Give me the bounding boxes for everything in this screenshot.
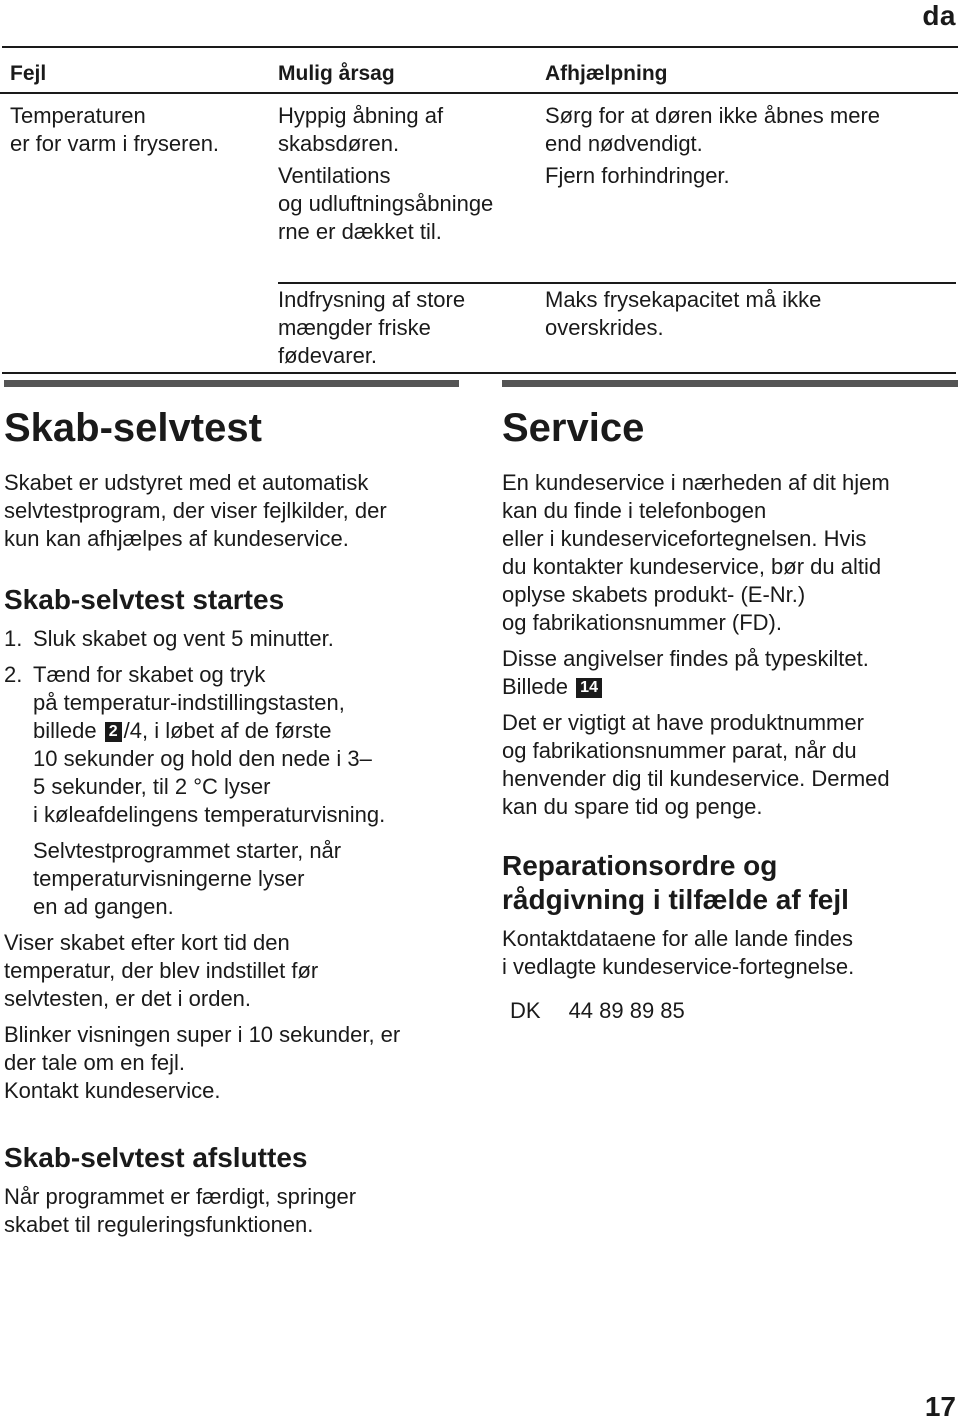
selftest-intro: Skabet er udstyret med et automatisk selvtestprogram, der viser fejlkilder, der kun kan afhjælpes af kundeservice.: [4, 470, 387, 551]
remedy-cell-3: [545, 286, 955, 342]
selftest-blink: Blinker visningen super i 10 sekunder, er der tale om en fejl. Kontakt kundeservice.: [4, 1022, 401, 1103]
cause-line: og udluftningsåbninge: [278, 191, 494, 216]
cause-cell-2: [278, 162, 538, 246]
phone-number: 44 89 89 85: [568, 998, 685, 1023]
fault-cell: [10, 102, 270, 158]
selftest-end-title: Skab-selvtest afsluttes: [4, 1142, 308, 1173]
cause-line: skabsdøren.: [278, 131, 400, 156]
figure-ref-badge: 2: [105, 722, 122, 742]
selftest-end-text: Når programmet er færdigt, springer skabet til reguleringsfunktionen.: [4, 1184, 357, 1237]
page-number: 17: [924, 1391, 956, 1422]
cause-line: Hyppig åbning af: [278, 103, 444, 128]
row-divider: [278, 282, 956, 284]
top-rule: [2, 46, 958, 48]
selftest-section: [4, 380, 459, 1239]
step-2: 2. Tænd for skabet og tryk på temperatur-indstillingstasten, billede 2 /4, i løbet af de første 10 sekunder og hold den nede i 3– 5 sekunder, til 2 °C lyser i køleafdelingens temperaturvisning.: [4, 662, 386, 827]
header-fault: Fejl: [10, 62, 47, 85]
service-section: [502, 380, 958, 1025]
phone-entry: [502, 997, 958, 1025]
selftest-result: Viser skabet efter kort tid den temperatur, der blev indstillet før selvtesten, er det i orden.: [4, 930, 319, 1011]
cause-line: rne er dækket til.: [278, 219, 442, 244]
step-2-note: Selvtestprogrammet starter, når temperaturvisningerne lyser en ad gangen.: [33, 838, 342, 919]
language-tag: da: [922, 0, 956, 31]
remedy-cell-2: [545, 162, 955, 190]
cause-line: fødevarer.: [278, 343, 378, 368]
header-remedy: Afhjælpning: [545, 62, 668, 85]
repair-text: Kontaktdataene for alle lande findes i vedlagte kundeservice-fortegnelse.: [502, 926, 855, 979]
selftest-title: Skab-selvtest: [4, 406, 262, 450]
service-paragraph-3: Det er vigtigt at have produktnummer og fabrikationsnummer parat, når du henvender dig til kundeservice. Dermed kan du spare tid og penge.: [502, 710, 890, 819]
section-bar: [4, 380, 459, 387]
fault-line: Temperaturen: [10, 103, 146, 128]
remedy-line: end nødvendigt.: [545, 131, 703, 156]
remedy-cell-1: [545, 102, 955, 158]
remedy-line: Sørg for at døren ikke åbnes mere: [545, 103, 881, 128]
cause-cell-3: [278, 286, 538, 370]
step-1: [4, 625, 459, 653]
section-bar: [502, 380, 958, 387]
table-header: [0, 56, 958, 94]
phone-country: DK: [510, 998, 541, 1023]
remedy-line: overskrides.: [545, 315, 664, 340]
service-paragraph-2: Disse angivelser findes på typeskiltet. Billede 14: [502, 646, 869, 699]
step-text: Sluk skabet og vent 5 minutter.: [33, 626, 334, 651]
remedy-line: Fjern forhindringer.: [545, 163, 730, 188]
repair-title: Reparationsordre og rådgivning i tilfælde af fejl: [502, 850, 849, 915]
fault-line: er for varm i fryseren.: [10, 131, 220, 156]
cause-cell-1: [278, 102, 538, 158]
troubleshooting-table: [0, 56, 958, 368]
remedy-line: Maks frysekapacitet må ikke: [545, 287, 822, 312]
service-paragraph-1: En kundeservice i nærheden af dit hjem kan du finde i telefonbogen eller i kundeservicefortegnelsen. Hvis du kontakter kundeservice, bør du altid oplyse skabets produkt- (E-Nr.) og fabrikationsnummer (FD).: [502, 470, 890, 635]
cause-line: Ventilations: [278, 163, 391, 188]
service-title: Service: [502, 406, 645, 450]
table-bottom-rule: [2, 372, 956, 374]
figure-ref-badge: 14: [576, 678, 602, 698]
table-row: [0, 94, 958, 368]
cause-line: Indfrysning af store: [278, 287, 466, 312]
header-cause: Mulig årsag: [278, 62, 395, 85]
step-number: 1.: [4, 626, 23, 651]
selftest-start-title: Skab-selvtest startes: [4, 584, 285, 615]
step-number: 2.: [4, 662, 23, 687]
cause-line: mængder friske: [278, 315, 431, 340]
